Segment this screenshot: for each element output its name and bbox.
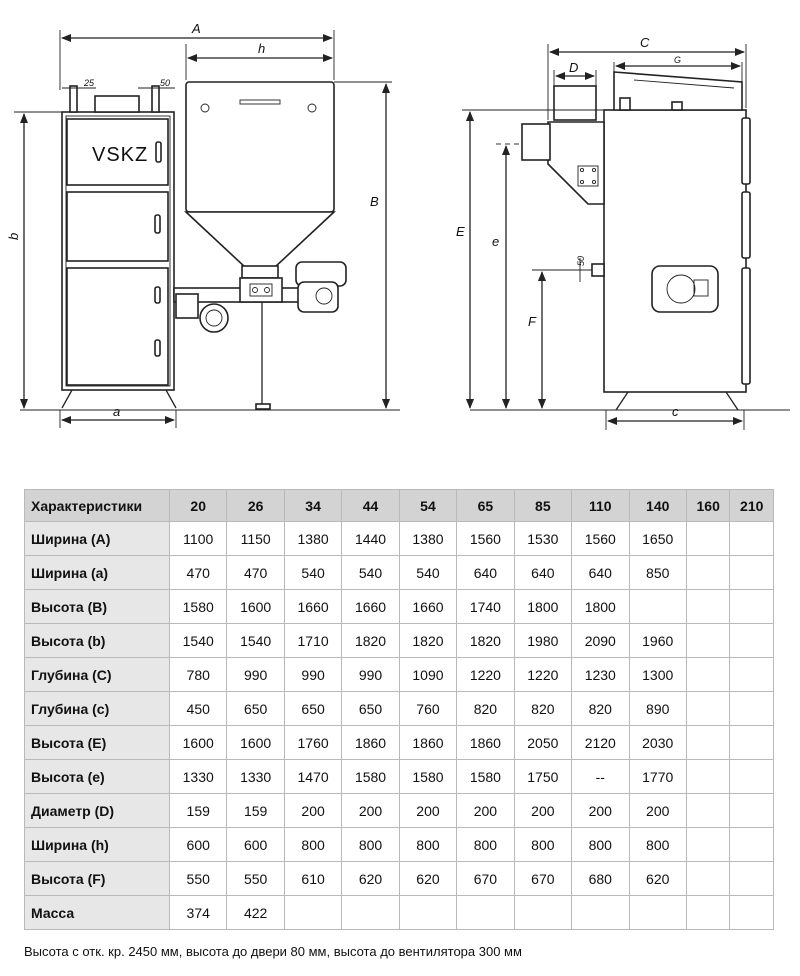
table-cell: 1820 xyxy=(342,624,399,658)
table-cell: 670 xyxy=(457,862,514,896)
header-model-110: 110 xyxy=(572,490,629,522)
dim-label-F: F xyxy=(528,314,536,329)
table-cell: 670 xyxy=(514,862,571,896)
table-cell: 1860 xyxy=(399,726,456,760)
brand-label: VSKZ xyxy=(92,144,149,166)
table-cell: 1860 xyxy=(457,726,514,760)
row-label: Глубина (c) xyxy=(25,692,170,726)
dim-label-G: G xyxy=(674,55,682,65)
specification-table xyxy=(24,489,774,930)
table-cell: 820 xyxy=(457,692,514,726)
dim-label-e: e xyxy=(492,234,500,249)
header-model-34: 34 xyxy=(284,490,341,522)
top-flue-stub xyxy=(95,96,139,112)
boiler-technical-drawing xyxy=(0,0,800,470)
table-cell: 1860 xyxy=(342,726,399,760)
table-cell: 1090 xyxy=(399,658,456,692)
table-cell xyxy=(730,692,774,726)
header-model-65: 65 xyxy=(457,490,514,522)
dim-label-B: B xyxy=(370,194,379,209)
dim-label-A: A xyxy=(192,21,201,36)
table-cell xyxy=(686,692,730,726)
table-cell: 200 xyxy=(284,794,341,828)
table-cell: 1750 xyxy=(514,760,571,794)
table-cell xyxy=(686,658,730,692)
header-model-54: 54 xyxy=(399,490,456,522)
table-cell: 600 xyxy=(170,828,227,862)
table-cell: 620 xyxy=(629,862,686,896)
table-cell: 990 xyxy=(227,658,284,692)
front-view xyxy=(6,21,400,428)
header-model-85: 85 xyxy=(514,490,571,522)
table-cell: 1800 xyxy=(514,590,571,624)
table-cell: 374 xyxy=(170,896,227,930)
table-cell xyxy=(730,760,774,794)
header-model-20: 20 xyxy=(170,490,227,522)
dim-label-c: c xyxy=(672,404,679,419)
dim-label-C: C xyxy=(640,35,650,50)
row-label: Высота (F) xyxy=(25,862,170,896)
table-row xyxy=(25,590,774,624)
table-cell xyxy=(730,862,774,896)
pellet-hopper-top xyxy=(186,82,334,212)
hopper-cone xyxy=(186,212,334,268)
table-cell xyxy=(686,828,730,862)
dim-label-E: E xyxy=(456,224,465,239)
dim-label-h: h xyxy=(258,41,266,56)
table-cell: 200 xyxy=(399,794,456,828)
table-cell: 760 xyxy=(399,692,456,726)
table-cell: 800 xyxy=(284,828,341,862)
table-cell: 1660 xyxy=(399,590,456,624)
table-cell: 990 xyxy=(342,658,399,692)
table-cell: 1800 xyxy=(572,590,629,624)
table-cell xyxy=(730,522,774,556)
table-cell xyxy=(686,760,730,794)
table-cell: 800 xyxy=(572,828,629,862)
header-model-26: 26 xyxy=(227,490,284,522)
table-cell xyxy=(686,794,730,828)
burner-fan xyxy=(200,304,228,332)
table-cell: 1220 xyxy=(514,658,571,692)
table-cell xyxy=(686,522,730,556)
table-cell: 470 xyxy=(170,556,227,590)
table-cell: 2090 xyxy=(572,624,629,658)
table-cell: 1150 xyxy=(227,522,284,556)
table-row xyxy=(25,692,774,726)
lower-door xyxy=(67,268,168,385)
table-cell: 1740 xyxy=(457,590,514,624)
table-cell: 1580 xyxy=(399,760,456,794)
header-model-140: 140 xyxy=(629,490,686,522)
table-cell xyxy=(457,896,514,930)
table-cell: 200 xyxy=(572,794,629,828)
table-cell xyxy=(686,726,730,760)
table-row xyxy=(25,556,774,590)
table-cell: 2050 xyxy=(514,726,571,760)
table-cell: 820 xyxy=(514,692,571,726)
table-cell: 780 xyxy=(170,658,227,692)
row-label: Диаметр (D) xyxy=(25,794,170,828)
table-cell xyxy=(686,556,730,590)
table-cell: 200 xyxy=(342,794,399,828)
table-cell: 1760 xyxy=(284,726,341,760)
table-cell xyxy=(730,794,774,828)
table-cell: 640 xyxy=(514,556,571,590)
dim-label-b: b xyxy=(6,232,21,240)
table-cell: 800 xyxy=(457,828,514,862)
table-cell xyxy=(686,624,730,658)
footnote: Высота с отк. кр. 2450 мм, высота до двери 80 мм, высота до вентилятора 300 мм xyxy=(24,944,522,959)
table-cell xyxy=(730,590,774,624)
table-cell xyxy=(730,556,774,590)
table-cell xyxy=(572,896,629,930)
table-cell: 1540 xyxy=(227,624,284,658)
table-cell: 1770 xyxy=(629,760,686,794)
table-cell: 1330 xyxy=(170,760,227,794)
table-cell: 1710 xyxy=(284,624,341,658)
table-row xyxy=(25,726,774,760)
table-cell xyxy=(629,896,686,930)
dim-label-D: D xyxy=(569,60,579,75)
table-cell: 1300 xyxy=(629,658,686,692)
table-cell xyxy=(342,896,399,930)
dim-label-a: a xyxy=(113,404,121,419)
table-cell: 620 xyxy=(399,862,456,896)
row-label: Ширина (h) xyxy=(25,828,170,862)
table-cell: 1380 xyxy=(284,522,341,556)
table-cell: 620 xyxy=(342,862,399,896)
table-cell: 200 xyxy=(629,794,686,828)
boiler-side-body xyxy=(604,110,746,392)
table-cell xyxy=(284,896,341,930)
table-cell xyxy=(730,658,774,692)
table-cell xyxy=(629,590,686,624)
table-row xyxy=(25,794,774,828)
table-row xyxy=(25,658,774,692)
table-cell: 1560 xyxy=(572,522,629,556)
table-cell xyxy=(399,896,456,930)
flue-pipe xyxy=(554,86,596,120)
table-row xyxy=(25,760,774,794)
side-view xyxy=(456,35,790,430)
table-cell: 550 xyxy=(227,862,284,896)
table-row xyxy=(25,624,774,658)
table-cell: 1580 xyxy=(342,760,399,794)
table-cell: 640 xyxy=(457,556,514,590)
table-cell: 159 xyxy=(227,794,284,828)
table-row xyxy=(25,896,774,930)
table-cell: 1960 xyxy=(629,624,686,658)
table-cell: 1650 xyxy=(629,522,686,556)
table-cell xyxy=(730,726,774,760)
table-row xyxy=(25,522,774,556)
table-cell: 990 xyxy=(284,658,341,692)
table-cell: 470 xyxy=(227,556,284,590)
table-cell: 2120 xyxy=(572,726,629,760)
table-cell: 1230 xyxy=(572,658,629,692)
table-cell: 1530 xyxy=(514,522,571,556)
row-label: Высота (B) xyxy=(25,590,170,624)
table-cell: 1980 xyxy=(514,624,571,658)
table-cell: 1600 xyxy=(227,726,284,760)
row-label: Ширина (a) xyxy=(25,556,170,590)
table-cell: 1540 xyxy=(170,624,227,658)
table-cell: 1580 xyxy=(170,590,227,624)
table-cell: 890 xyxy=(629,692,686,726)
table-cell: 650 xyxy=(227,692,284,726)
table-cell xyxy=(730,828,774,862)
table-cell: 800 xyxy=(514,828,571,862)
table-cell: 1100 xyxy=(170,522,227,556)
table-cell: 820 xyxy=(572,692,629,726)
dim-label-50: 50 xyxy=(160,78,171,88)
header-model-210: 210 xyxy=(730,490,774,522)
row-label: Ширина (A) xyxy=(25,522,170,556)
header-model-44: 44 xyxy=(342,490,399,522)
table-cell xyxy=(686,590,730,624)
table-cell: 1660 xyxy=(284,590,341,624)
table-cell: 650 xyxy=(284,692,341,726)
table-cell: 1600 xyxy=(170,726,227,760)
table-cell: 1380 xyxy=(399,522,456,556)
middle-door xyxy=(67,192,168,261)
table-cell: 800 xyxy=(342,828,399,862)
table-row xyxy=(25,862,774,896)
table-cell xyxy=(686,896,730,930)
table-cell: 1440 xyxy=(342,522,399,556)
row-label: Высота (e) xyxy=(25,760,170,794)
table-cell: 650 xyxy=(342,692,399,726)
table-cell: 1820 xyxy=(399,624,456,658)
table-cell: 1820 xyxy=(457,624,514,658)
table-cell: 2030 xyxy=(629,726,686,760)
row-label: Глубина (C) xyxy=(25,658,170,692)
row-label: Масса xyxy=(25,896,170,930)
table-cell: 200 xyxy=(457,794,514,828)
table-cell: 640 xyxy=(572,556,629,590)
table-cell: 422 xyxy=(227,896,284,930)
table-cell: 680 xyxy=(572,862,629,896)
table-header-row xyxy=(25,490,774,522)
table-cell: 540 xyxy=(399,556,456,590)
table-cell: 159 xyxy=(170,794,227,828)
dim-label-side-50: 50 xyxy=(576,255,586,266)
table-row xyxy=(25,828,774,862)
table-cell: 1470 xyxy=(284,760,341,794)
table-cell: 1560 xyxy=(457,522,514,556)
table-cell xyxy=(514,896,571,930)
table-cell xyxy=(686,862,730,896)
header-characteristics: Характеристики xyxy=(25,490,170,522)
table-cell: 1330 xyxy=(227,760,284,794)
table-cell: 1660 xyxy=(342,590,399,624)
header-model-160: 160 xyxy=(686,490,730,522)
table-cell: 850 xyxy=(629,556,686,590)
row-label: Высота (E) xyxy=(25,726,170,760)
table-cell: 610 xyxy=(284,862,341,896)
table-cell: 600 xyxy=(227,828,284,862)
dim-label-25: 25 xyxy=(84,78,95,88)
flue-collector xyxy=(548,122,604,204)
table-cell: 1580 xyxy=(457,760,514,794)
table-cell: 550 xyxy=(170,862,227,896)
table-cell: 450 xyxy=(170,692,227,726)
table-cell: 1220 xyxy=(457,658,514,692)
table-cell: 1600 xyxy=(227,590,284,624)
row-label: Высота (b) xyxy=(25,624,170,658)
table-cell xyxy=(730,624,774,658)
table-cell: 800 xyxy=(629,828,686,862)
return-pipe xyxy=(592,264,604,276)
table-cell: 540 xyxy=(284,556,341,590)
table-cell: 800 xyxy=(399,828,456,862)
table-cell: 540 xyxy=(342,556,399,590)
table-cell: 200 xyxy=(514,794,571,828)
table-cell: -- xyxy=(572,760,629,794)
table-cell xyxy=(730,896,774,930)
